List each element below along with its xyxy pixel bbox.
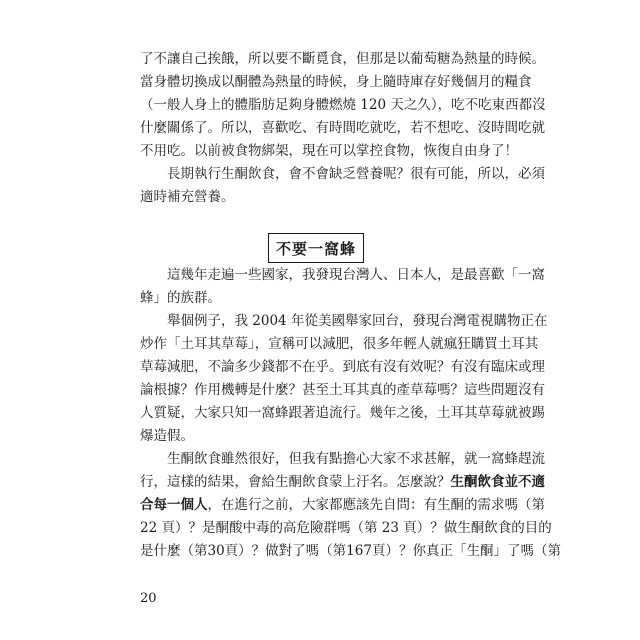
text-line: 生酮飲食雖然很好，但我有點擔心大家不求甚解，就一窩蜂趕流 — [167, 451, 545, 467]
text-line — [140, 494, 545, 517]
bold-text: 生酮飲食並不適 — [450, 474, 545, 490]
text-line: 不用吃。以前被食物綁架，現在可以掌控食物，恢復自由身了！ — [140, 143, 518, 159]
text-line: 當身體切換成以酮體為熱量的時候，身上隨時庫存好幾個月的糧食 — [140, 74, 532, 90]
section-heading: 不要一窩蜂 — [268, 233, 364, 263]
text-line: 什麼關係了。所以，喜歡吃、有時間吃就吃，若不想吃、沒時間吃就 — [140, 120, 545, 136]
text-line: 這幾年走遍一些國家，我發現台灣人、日本人，是最喜歡「一窩 — [167, 267, 545, 283]
bold-text: 合每一個人 — [140, 497, 208, 513]
top-text-block — [140, 48, 546, 209]
text-line: 炒作「土耳其草莓」，宣稱可以減肥，很多年輕人就瘋狂購買土耳其 — [140, 336, 539, 352]
text-line: 人質疑，大家只知一窩蜂跟著追流行。幾年之後，土耳其草莓就被踢 — [140, 405, 545, 421]
text-line: 是什麼（第30頁）？做對了嗎（第167頁）？你真正「生酮」了嗎（第 — [140, 543, 561, 559]
text-line: 草莓減肥，不論多少錢都不在乎。到底有沒有效呢？有沒有臨床或理 — [140, 359, 545, 375]
page-number: 20 — [140, 591, 157, 606]
text-line: 爆造假。 — [140, 428, 194, 444]
text-span: ，在進行之前，大家都應該先自問：有生酮的需求嗎（第 — [207, 497, 545, 513]
text-span: 行，這樣的結果，會給生酮飲食蒙上汙名。怎麼說？ — [140, 474, 451, 490]
text-line: 適時補充營養。 — [140, 189, 235, 205]
text-line: 論根據？作用機轉是什麼？甚至土耳其真的產草莓嗎？這些問題沒有 — [140, 382, 545, 398]
text-line: 長期執行生酮飲食，會不會缺乏營養呢？很有可能，所以，必須 — [167, 166, 545, 182]
bottom-text-block — [140, 264, 561, 563]
text-line: 22 頁）？是酮酸中毒的高危險群嗎（第 23 頁）？做生酮飲食的目的 — [140, 520, 552, 536]
text-line: （一般人身上的體脂肪足夠身體燃燒 120 天之久），吃不吃東西都沒 — [140, 97, 546, 113]
text-line: 舉個例子，我 2004 年從美國舉家回台，發現台灣電視購物正在 — [167, 313, 548, 329]
text-line: 了不讓自己挨餓，所以要不斷覓食，但那是以葡萄糖為熱量的時候。 — [140, 51, 545, 67]
text-line: 蜂」的族群。 — [140, 290, 221, 306]
text-line — [140, 471, 545, 494]
